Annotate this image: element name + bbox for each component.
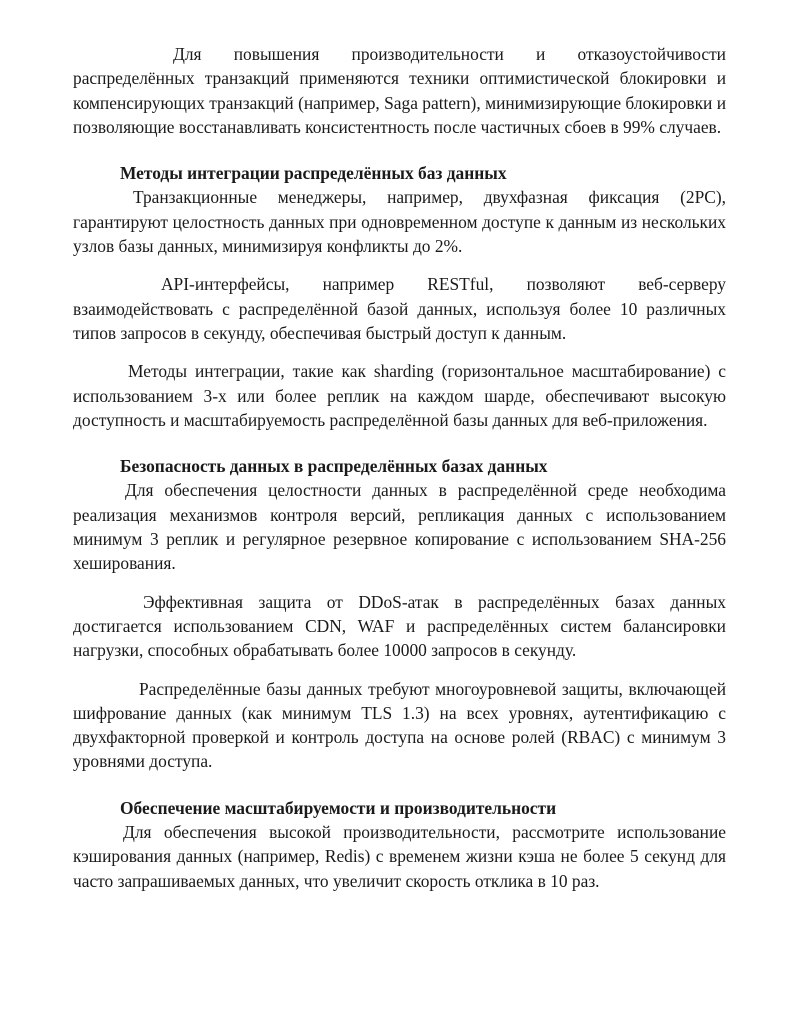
paragraph-sharding: Методы интеграции, такие как sharding (горизонтальное масштабирование) с использованием 3-х или более реплик на каждом шарде, обеспечивают высокую доступность и масштабируемость распределённой базы данных для веб-приложения. — [73, 361, 726, 430]
intro-paragraph: Для повышения производительности и отказоустойчивости распределённых транзакций применяются техники оптимистической блокировки и компенсирующих транзакций (например, Saga pattern), минимизирующие блокировки и позволяющие восстанавливать консистентность после частичных сбоев в 99% случаев. — [73, 44, 726, 137]
paragraph-multilevel-protection: Распределённые базы данных требуют многоуровневой защиты, включающей шифрование данных (как минимум TLS 1.3) на всех уровнях, аутентификацию с двухфакторной проверкой и контроль доступа на основе ролей (RBAC) с минимум 3 уровнями доступа. — [73, 678, 726, 772]
paragraph-transaction-managers: Транзакционные менеджеры, например, двухфазная фиксация (2PC), гарантируют целостность данных при одновременном доступе к данным из нескольких узлов базы данных, минимизируя конфликты до 2%. — [73, 187, 726, 257]
spacer — [73, 432, 726, 454]
document-page — [73, 42, 726, 893]
section-heading-scalability: Обеспечение масштабируемости и производительности — [120, 797, 557, 818]
spacer — [73, 663, 726, 677]
paragraph-data-integrity: Для обеспечения целостности данных в распределённой среде необходима реализация механизмов контроля версий, репликация данных с использованием минимум 3 реплик и регулярное резервное копирование с использованием SHA-256 хеширования. — [73, 480, 726, 574]
spacer — [73, 258, 726, 272]
paragraph-ddos-protection: Эффективная защита от DDoS-атак в распределённых базах данных достигается использованием CDN, WAF и распределённых систем балансировки нагрузки, способных обрабатывать более 10000 запросов в секунду. — [73, 591, 726, 661]
spacer — [73, 576, 726, 590]
section-heading-integration: Методы интеграции распределённых баз данных — [120, 163, 507, 184]
spacer — [73, 139, 726, 161]
spacer — [73, 774, 726, 796]
paragraph-caching: Для обеспечения высокой производительности, рассмотрите использование кэширования данных (например, Redis) с временем жизни кэша не более 5 секунд для часто запрашиваемых данных, что увеличит скорость отклика в 10 раз. — [73, 822, 726, 891]
paragraph-api-interfaces: API-интерфейсы, например RESTful, позволяют веб-серверу взаимодействовать с распределённой базой данных, используя более 10 различных типов запросов в секунду, обеспечивая быстрый доступ к данным. — [73, 274, 726, 343]
spacer — [73, 345, 726, 359]
section-heading-security: Безопасность данных в распределённых базах данных — [120, 456, 548, 477]
